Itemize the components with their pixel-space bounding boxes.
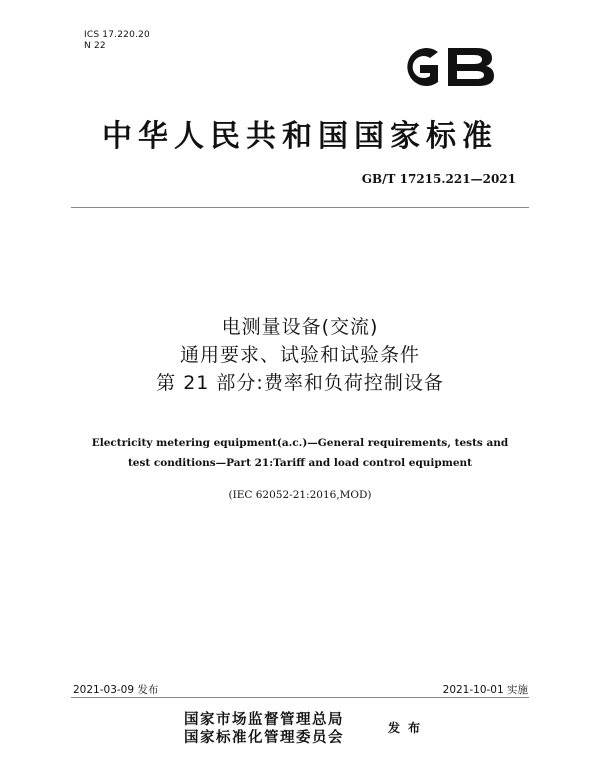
top-divider: [71, 207, 529, 208]
issue-date: 2021-03-09 发布: [73, 684, 159, 696]
bottom-divider: [71, 697, 529, 698]
implementation-date: 2021-10-01 实施: [442, 684, 528, 696]
chinese-title-line: 第 21 部分:费率和负荷控制设备: [156, 372, 444, 394]
chinese-title-line: 通用要求、试验和试验条件: [179, 344, 420, 366]
english-title-line: Electricity metering equipment(a.c.)—General requirements, tests and: [91, 437, 509, 449]
ics-code: ICS 17.220.20: [84, 30, 150, 40]
chinese-title: [0, 313, 600, 397]
issuing-authorities: [184, 711, 344, 747]
gb-logo: [392, 43, 498, 91]
english-title: [0, 433, 600, 473]
issuer-name: 国家标准化管理委员会: [184, 729, 344, 746]
classification-codes: [84, 30, 150, 52]
standard-title: 中华人民共和国国家标准: [102, 119, 498, 154]
english-title-line: test conditions—Part 21:Tariff and load control equipment: [127, 457, 473, 469]
chinese-title-line: 电测量设备(交流): [221, 316, 379, 338]
standard-code: GB/T 17215.221—2021: [361, 172, 516, 186]
ccs-code: N 22: [84, 41, 106, 51]
issuer-name: 国家市场监督管理总局: [184, 711, 344, 728]
publish-label: 发布: [388, 721, 429, 735]
iec-equivalence: (IEC 62052-21:2016,MOD): [228, 489, 372, 501]
